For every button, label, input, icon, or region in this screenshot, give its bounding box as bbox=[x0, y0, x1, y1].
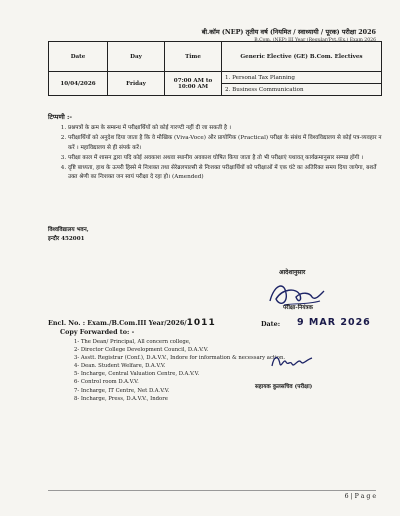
copy-forwarded-title: Copy Forwarded to: - bbox=[60, 328, 135, 336]
list-item: 1- The Dean/ Principal, All concern college, bbox=[74, 339, 191, 345]
header-date: Date bbox=[49, 42, 108, 72]
enclosure-label: Encl. No. : Exam./B.Com.III Year/2026/ bbox=[48, 319, 187, 327]
exam-schedule-table bbox=[48, 41, 382, 96]
header-day: Day bbox=[108, 42, 165, 72]
address-line-1: विश्वविद्यालय भवन, bbox=[48, 227, 89, 233]
exam-title-english: B.Com. (NEP) III Year (Regular/Pvt./Ex.) Exam 2026 bbox=[254, 38, 376, 43]
date-stamp: 9 MAR 2026 bbox=[297, 317, 371, 328]
controller-designation: परीक्षा-नियंत्रक bbox=[283, 305, 313, 311]
copy-forwarded-list bbox=[68, 338, 285, 403]
note-item: 4. दृष्टि बाध्यता, हाथ के ऊपरी हिस्से मे निःशक्त तथा सेरेब्रलपाल्सी से निःशक्त परीक्षार्थियों को परीक्षाओं में एक घंटे का अतिरिक्त समय दिया जायेगा, बशर्ते उक्त श्रेणी का निःशक्त जन स्वयं परीक्षा दे रहा हो। (Amended) bbox=[68, 164, 386, 183]
exam-title-hindi: बी.कॉम (NEP) तृतीय वर्ष (नियमित / स्वाध्यायी / पूरक) परीक्षा 2026 bbox=[201, 28, 376, 36]
notes-list bbox=[56, 124, 386, 184]
table-header-row bbox=[49, 42, 382, 72]
cell-time: 07:00 AM to 10:00 AM bbox=[165, 72, 222, 96]
page-number: 6 | P a g e bbox=[344, 493, 376, 500]
assistant-registrar-signature-icon bbox=[268, 350, 316, 372]
header-time: Time bbox=[165, 42, 222, 72]
handwritten-enclosure-no: 1011 bbox=[186, 318, 216, 328]
address-line-2: इन्दौर 452001 bbox=[48, 236, 85, 242]
header-elective: Generic Elective (GE) B.Com. Electives bbox=[222, 42, 382, 72]
enclosure-number bbox=[48, 318, 216, 328]
list-item: 6- Control room D.A.V.V. bbox=[74, 379, 139, 386]
cell-date: 10/04/2026 bbox=[49, 72, 108, 96]
footer-divider bbox=[48, 490, 376, 491]
cell-day: Friday bbox=[108, 72, 165, 96]
list-item: 3- Asstt. Registrar (Conf.), D.A.V.V., Indore for information & necessary action. bbox=[74, 355, 286, 362]
cell-paper-1: 1. Personal Tax Planning bbox=[222, 72, 382, 84]
note-item: 2. परीक्षार्थियों को अनुदेश दिया जाता है कि वे मौखिक (Viva-Voce) और प्रायोगिक (Practical) परीक्षा के संबंध में विश्वविद्यालय से कोई पत्र-व्यवहार न करें । महाविद्यालय से ही संपर्क करें। bbox=[68, 134, 386, 153]
notes-title: टिप्पणी :- bbox=[48, 113, 72, 121]
university-address bbox=[48, 226, 89, 244]
list-item: 5- Incharge, Central Valuation Centre, D.A.V.V. bbox=[74, 371, 200, 378]
note-item: 1. प्रश्नपत्रों के क्रम के सम्बन्ध में परीक्षार्थियों को कोई गारण्टी नहीं दी जा सकती है । bbox=[68, 124, 386, 134]
list-item: 2- Director College Development Council, D.A.V.V. bbox=[74, 347, 209, 354]
note-item: 3. परीक्षा काल में शासन द्वारा यदि कोई अवकाश अथवा स्थानीय अवकाश घोषित किया जाता है तो भी परीक्षाएं यथावत् कार्यक्रमानुसार सम्पन्न होंगी । bbox=[68, 154, 386, 164]
list-item: 8- Incharge, Press, D.A.V.V., Indore bbox=[74, 395, 168, 402]
cell-paper-2: 2. Business Communication bbox=[222, 84, 382, 96]
table-row bbox=[49, 72, 382, 84]
list-item: 7- Incharge, IT Centre, Net D.A.V.V. bbox=[74, 387, 170, 394]
date-label: Date: bbox=[261, 320, 281, 328]
by-order-text: आदेशानुसार bbox=[279, 269, 306, 276]
list-item: 4- Dean. Student Welfare, D.A.V.V. bbox=[74, 363, 166, 370]
assistant-registrar-designation: सहायक कुलसचिव (परीक्षा) bbox=[255, 384, 313, 390]
